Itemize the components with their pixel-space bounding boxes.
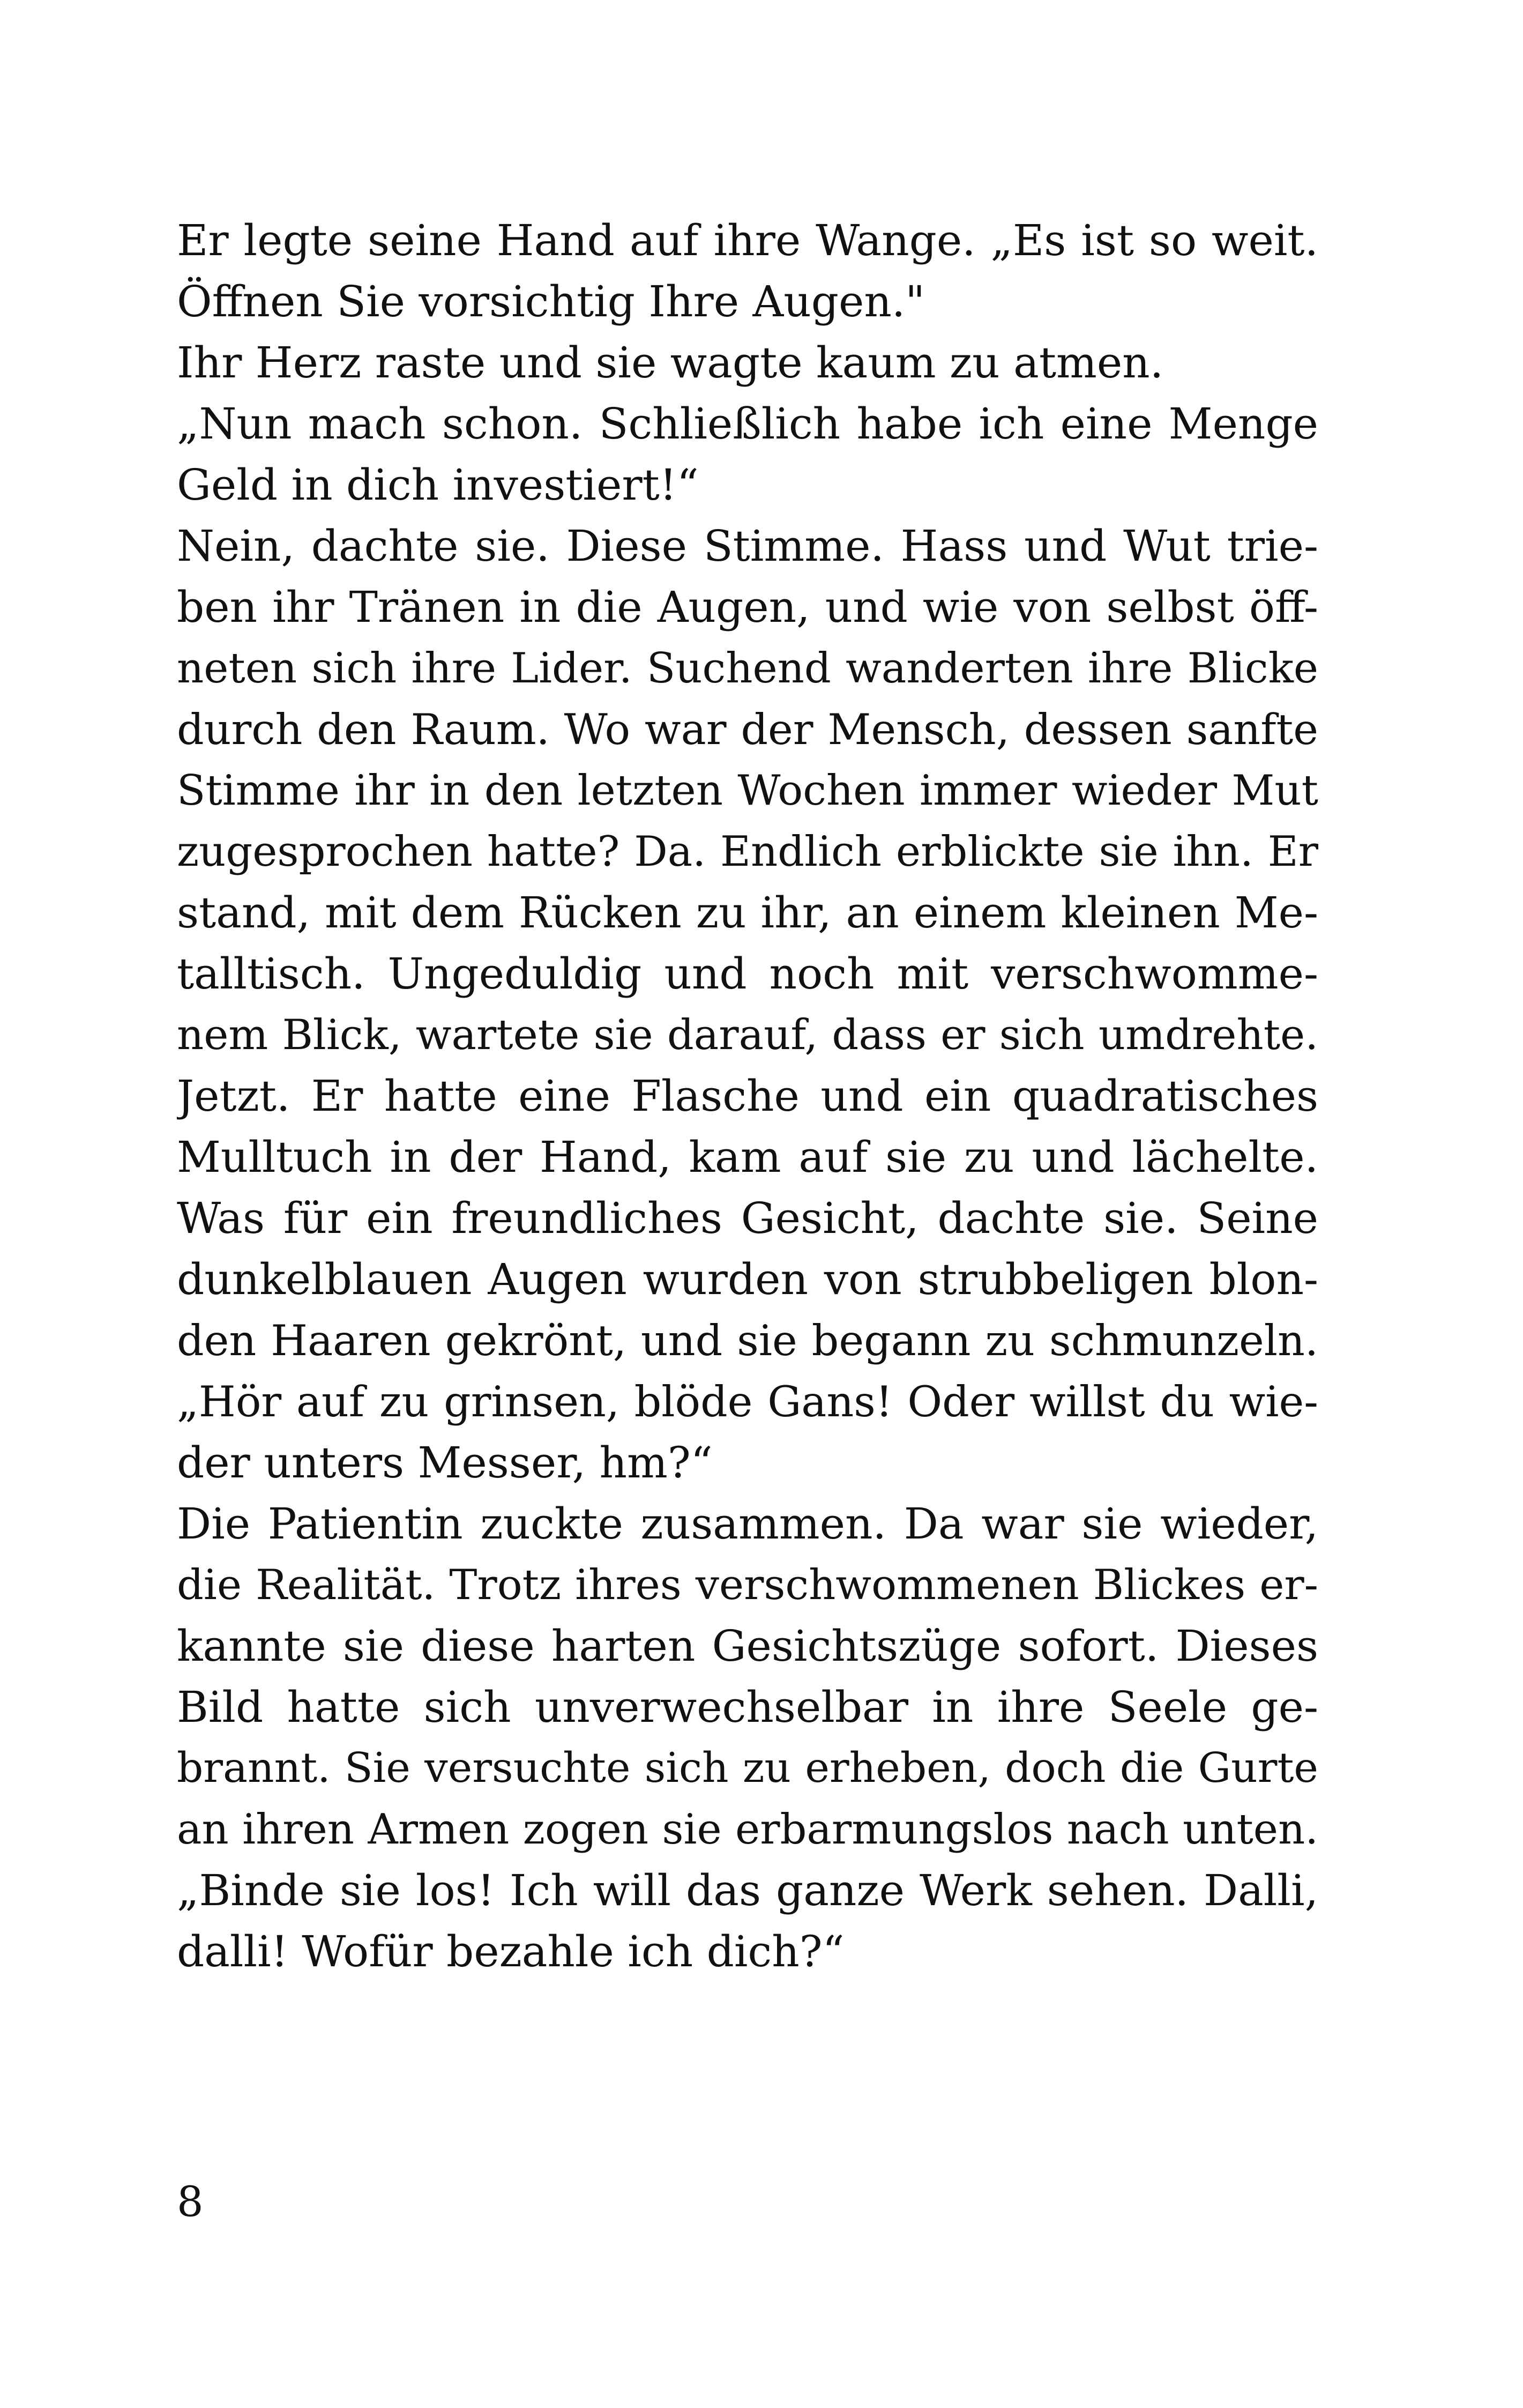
text-line: Öffnen Sie vorsichtig Ihre Augen." [177, 277, 925, 326]
page-number: 8 [177, 2178, 204, 2226]
text-line: Nein, dachte sie. Diese Stimme. Hass und Wut trie- [177, 521, 1318, 571]
text-line: „Binde sie los! Ich will das ganze Werk sehen. Dalli, [177, 1866, 1318, 1915]
text-line: talltisch. Ungeduldig und noch mit verschwomme- [177, 949, 1318, 999]
text-line: Die Patientin zuckte zusammen. Da war sie wieder, [177, 1499, 1318, 1549]
text-line: Geld in dich investiert!“ [177, 460, 699, 510]
text-line: Was für ein freundliches Gesicht, dachte sie. Seine [177, 1193, 1318, 1243]
text-line: nem Blick, wartete sie darauf, dass er sich umdrehte. [177, 1011, 1318, 1059]
text-line: „Nun mach schon. Schließlich habe ich eine Menge [177, 399, 1318, 449]
text-line: durch den Raum. Wo war der Mensch, dessen sanfte [177, 705, 1318, 754]
text-line: brannt. Sie versuchte sich zu erheben, doch die Gurte [177, 1744, 1318, 1792]
text-line: Stimme ihr in den letzten Wochen immer wieder Mut [177, 767, 1318, 815]
text-line: dunkelblauen Augen wurden von strubbeligen blon- [177, 1254, 1318, 1304]
text-line: „Hör auf zu grinsen, blöde Gans! Oder willst du wie- [177, 1377, 1318, 1426]
text-line: Bild hatte sich unverwechselbar in ihre Seele ge- [177, 1682, 1318, 1732]
text-line: Er legte seine Hand auf ihre Wange. „Es ist so weit. [177, 215, 1318, 265]
text-line: neten sich ihre Lider. Suchend wanderten ihre Blicke [177, 644, 1318, 693]
text-line: dalli! Wofür bezahle ich dich?“ [177, 1927, 845, 1976]
text-line: stand, mit dem Rücken zu ihr, an einem kleinen Me- [177, 888, 1318, 938]
text-line: kannte sie diese harten Gesichtszüge sofort. Dieses [177, 1621, 1318, 1671]
text-line: Jetzt. Er hatte eine Flasche und ein quadratisches [177, 1071, 1318, 1121]
text-line: an ihren Armen zogen sie erbarmungslos nach unten. [177, 1805, 1318, 1854]
text-line: Mulltuch in der Hand, kam auf sie zu und lächelte. [177, 1132, 1318, 1182]
text-line: der unters Messer, hm?“ [177, 1438, 713, 1488]
text-line: zugesprochen hatte? Da. Endlich erblickte sie ihn. Er [177, 828, 1318, 876]
text-line: den Haaren gekrönt, und sie begann zu schmunzeln. [177, 1316, 1318, 1365]
body-text [177, 210, 1318, 1982]
text-line: Ihr Herz raste und sie wagte kaum zu atmen. [177, 338, 1164, 388]
text-line: ben ihr Tränen in die Augen, und wie von selbst öff- [177, 582, 1318, 632]
text-line: die Realität. Trotz ihres verschwommenen Blickes er- [177, 1561, 1318, 1609]
